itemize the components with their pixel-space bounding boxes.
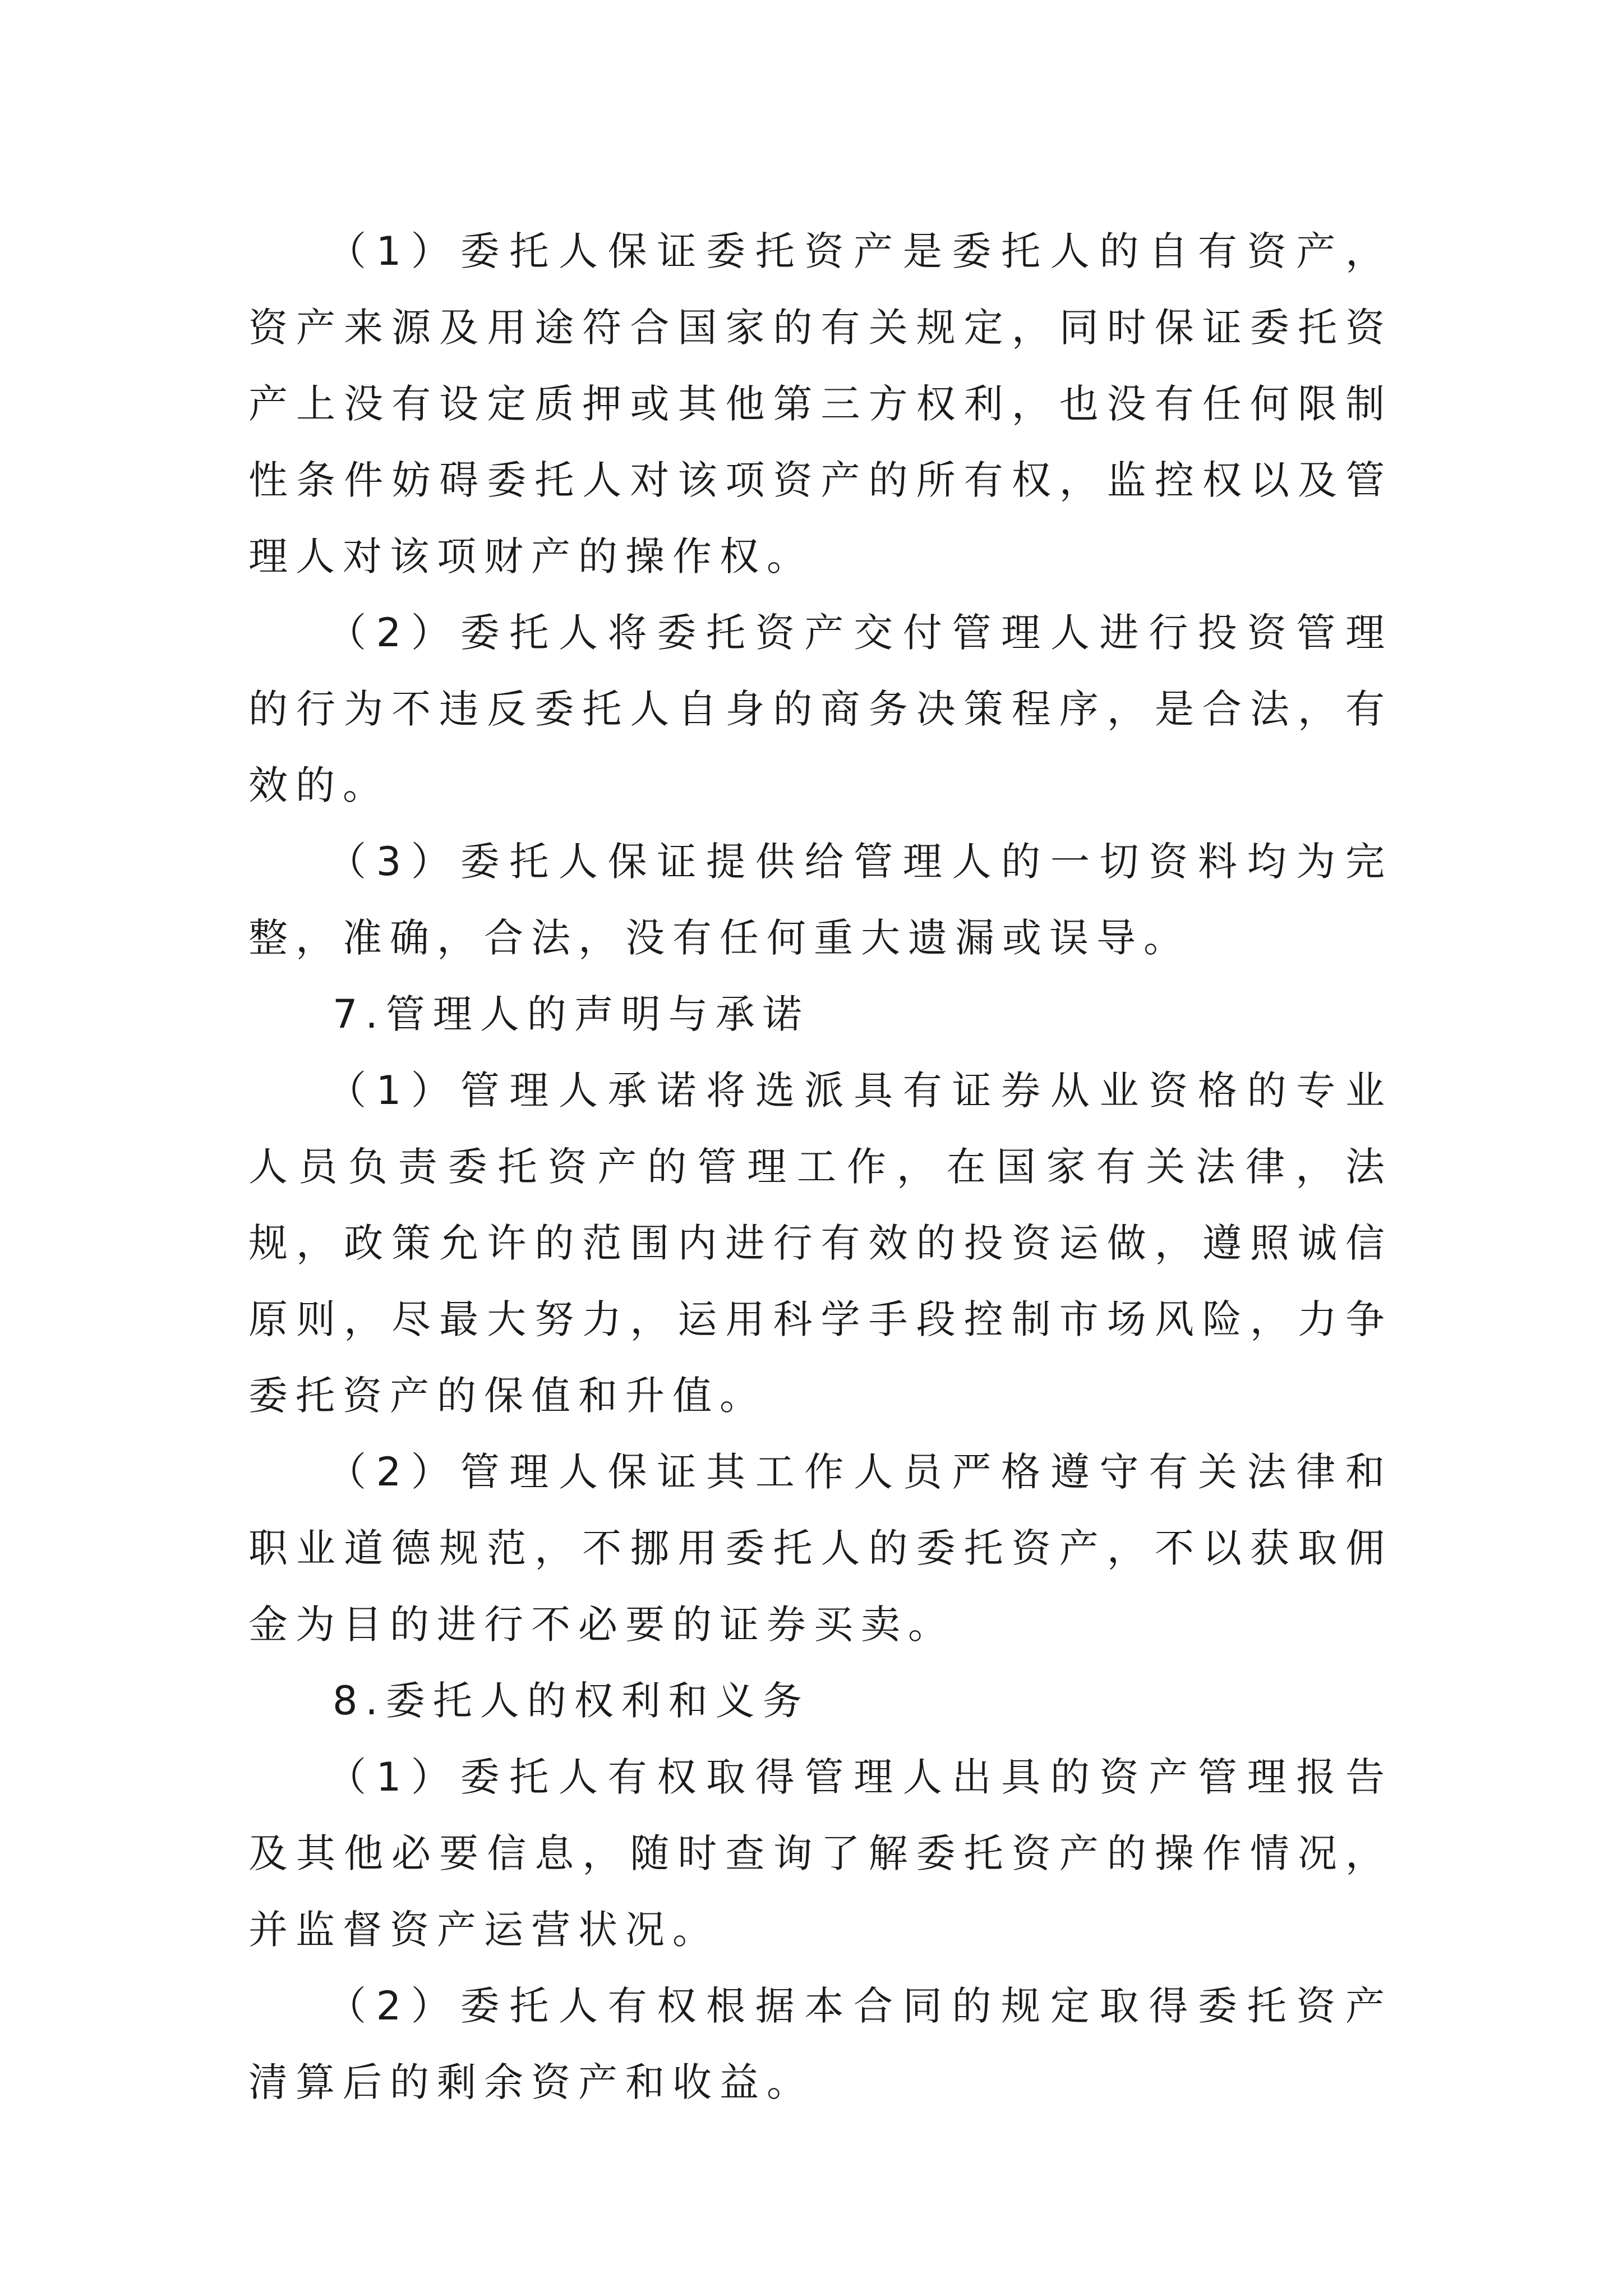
clause-8-1: （1）委托人有权取得管理人出具的资产管理报告及其他必要信息，随时查询了解委托资产的操作情况，并监督资产运营状况。 <box>248 1754 1393 1953</box>
clause-6-3: （3）委托人保证提供给管理人的一切资料均为完整，准确，合法，没有任何重大遗漏或误导。 <box>248 839 1393 961</box>
clause-7-1: （1）管理人承诺将选派具有证券从业资格的专业人员负责委托资产的管理工作，在国家有关法律，法规，政策允许的范围内进行有效的投资运做，遵照诚信原则，尽最大努力，运用科学手段控制市场风险，力争委托资产的保值和升值。 <box>248 1068 1393 1419</box>
section-heading-8: 8.委托人的权利和义务 <box>333 1678 810 1724</box>
clause-6-2: （2）委托人将委托资产交付管理人进行投资管理的行为不违反委托人自身的商务决策程序，是合法，有效的。 <box>248 610 1393 808</box>
clause-7-2: （2）管理人保证其工作人员严格遵守有关法律和职业道德规范，不挪用委托人的委托资产，不以获取佣金为目的进行不必要的证券买卖。 <box>248 1449 1393 1648</box>
clause-6-1: （1）委托人保证委托资产是委托人的自有资产，资产来源及用途符合国家的有关规定，同时保证委托资产上没有设定质押或其他第三方权利，也没有任何限制性条件妨碍委托人对该项资产的所有权，监控权以及管理人对该项财产的操作权。 <box>248 228 1393 579</box>
section-heading-7: 7.管理人的声明与承诺 <box>333 991 810 1037</box>
clause-8-2: （2）委托人有权根据本合同的规定取得委托资产清算后的剩余资产和收益。 <box>248 1983 1393 2105</box>
document-page <box>248 213 1393 2120</box>
